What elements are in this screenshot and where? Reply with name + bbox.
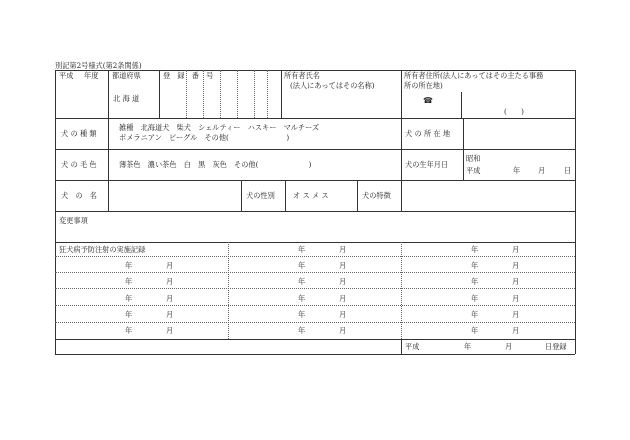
birth-day-unit: 日 xyxy=(564,166,572,175)
breed-options-line2: ポメラニアン ビーグル その他( ) xyxy=(119,133,290,142)
sex-options: オ ス メ ス xyxy=(293,191,329,200)
col-line-sex-label xyxy=(241,180,242,211)
rabies-row-line xyxy=(55,288,575,289)
rabies-month-unit: 月 xyxy=(339,261,347,270)
rabies-year-unit: 年 xyxy=(125,294,133,303)
rabies-year-unit: 年 xyxy=(298,310,306,319)
rabies-col-line xyxy=(228,242,229,339)
rabies-month-unit: 月 xyxy=(512,310,520,319)
registration-day-label: 日登録 xyxy=(545,342,567,351)
row-line-changes xyxy=(55,242,575,243)
rabies-year-unit: 年 xyxy=(471,326,479,335)
features-label: 犬の特徴 xyxy=(362,191,391,200)
owner-address-label: 所有者住所(法人にあってはその主たる事務 xyxy=(404,71,544,80)
birth-era-showa: 昭和 xyxy=(466,154,481,163)
birth-era-heisei: 平成 xyxy=(466,166,481,175)
owner-address-sublabel: 所の所在地) xyxy=(404,81,443,90)
owner-name-sublabel: (法人にあってはその名称) xyxy=(290,81,375,90)
col-line-sex-value xyxy=(285,180,286,211)
rabies-month-unit: 月 xyxy=(512,277,520,286)
rabies-month-unit: 月 xyxy=(339,326,347,335)
location-label: 犬 の 所 在 地 xyxy=(405,129,451,138)
heisei-label: 平成 xyxy=(59,71,74,80)
color-label: 犬 の 毛 色 xyxy=(61,160,97,169)
rabies-month-unit: 月 xyxy=(339,310,347,319)
phone-divider xyxy=(461,92,462,118)
rabies-year-unit: 年 xyxy=(125,261,133,270)
rabies-month-unit: 月 xyxy=(166,310,174,319)
col-line-feature-label xyxy=(357,180,358,211)
birth-month-unit: 月 xyxy=(538,166,546,175)
rabies-year-unit: 年 xyxy=(298,261,306,270)
col-line-pref xyxy=(159,70,160,118)
rabies-year-unit: 年 xyxy=(298,326,306,335)
row-line-footer xyxy=(55,339,575,340)
breed-options-line1: 雑種 北海道犬 柴犬 シェルティー ハスキー マルチーズ xyxy=(119,123,320,132)
table-border-bottom xyxy=(55,354,575,355)
rabies-year-unit: 年 xyxy=(125,310,133,319)
rabies-month-unit: 月 xyxy=(166,326,174,335)
form-title: 別記第2号様式(第2条関係) xyxy=(55,61,142,70)
rabies-year-unit: 年 xyxy=(298,294,306,303)
rabies-month-unit: 月 xyxy=(339,294,347,303)
rabies-month-unit: 月 xyxy=(512,294,520,303)
birth-year-unit: 年 xyxy=(513,166,521,175)
col-line-year xyxy=(108,70,109,118)
registration-era: 平成 xyxy=(405,342,420,351)
rabies-record-label: 狂犬病予防注射の実施記録 xyxy=(59,245,146,254)
footer-divider xyxy=(401,339,402,354)
rabies-row-line xyxy=(55,322,575,323)
dog-name-label: 犬 の 名 xyxy=(61,191,97,200)
col-line-breed-label xyxy=(108,118,109,180)
changes-label: 変更事項 xyxy=(59,216,88,225)
col-line-owner-addr xyxy=(401,70,402,118)
rabies-year-unit: 年 xyxy=(471,245,479,254)
rabies-month-unit: 月 xyxy=(512,326,520,335)
table-border-right xyxy=(575,70,576,354)
col-line-owner-name xyxy=(281,70,282,118)
rabies-row-line xyxy=(55,305,575,306)
col-line-location-value xyxy=(463,118,464,180)
sex-label: 犬の性別 xyxy=(246,191,275,200)
phone-parens: ( ) xyxy=(504,107,524,116)
col-line-feature-value xyxy=(401,180,402,211)
rabies-year-unit: 年 xyxy=(125,326,133,335)
row-line-color xyxy=(55,180,575,181)
table-border-left xyxy=(55,70,56,354)
rabies-row-line xyxy=(55,256,575,257)
prefecture-value: 北 海 道 xyxy=(113,94,140,103)
row-line-name xyxy=(55,211,575,212)
rabies-month-unit: 月 xyxy=(339,245,347,254)
breed-label: 犬 の 種 類 xyxy=(61,129,97,138)
rabies-year-unit: 年 xyxy=(471,261,479,270)
registration-month-unit: 月 xyxy=(505,342,513,351)
reg-no-divider xyxy=(267,70,268,118)
reg-no-divider xyxy=(220,70,221,118)
rabies-month-unit: 月 xyxy=(512,261,520,270)
color-options: 薄茶色 濃い茶色 白 黒 灰色 その他( ) xyxy=(119,160,312,169)
rabies-col-line xyxy=(401,242,402,339)
reg-no-label: 登 録 番 号 xyxy=(163,71,214,80)
row-line-header xyxy=(55,118,575,119)
col-line-location-label xyxy=(401,118,402,180)
rabies-year-unit: 年 xyxy=(125,277,133,286)
rabies-year-unit: 年 xyxy=(298,245,306,254)
rabies-year-unit: 年 xyxy=(471,294,479,303)
rabies-month-unit: 月 xyxy=(339,277,347,286)
row-line-breed xyxy=(55,149,575,150)
owner-name-label: 所有者氏名 xyxy=(284,71,320,80)
reg-no-divider xyxy=(237,70,238,118)
rabies-month-unit: 月 xyxy=(166,261,174,270)
nendo-label: 年度 xyxy=(84,71,99,80)
rabies-month-unit: 月 xyxy=(166,277,174,286)
rabies-month-unit: 月 xyxy=(166,294,174,303)
phone-icon: ☎ xyxy=(423,96,433,105)
rabies-month-unit: 月 xyxy=(512,245,520,254)
reg-no-divider xyxy=(254,70,255,118)
birthdate-label: 犬の生年月日 xyxy=(405,160,449,169)
rabies-row-line xyxy=(55,272,575,273)
rabies-year-unit: 年 xyxy=(471,310,479,319)
col-line-name-label xyxy=(108,180,109,211)
registration-year-unit: 年 xyxy=(464,342,472,351)
rabies-year-unit: 年 xyxy=(471,277,479,286)
prefecture-label: 都道府県 xyxy=(112,71,141,80)
rabies-year-unit: 年 xyxy=(298,277,306,286)
